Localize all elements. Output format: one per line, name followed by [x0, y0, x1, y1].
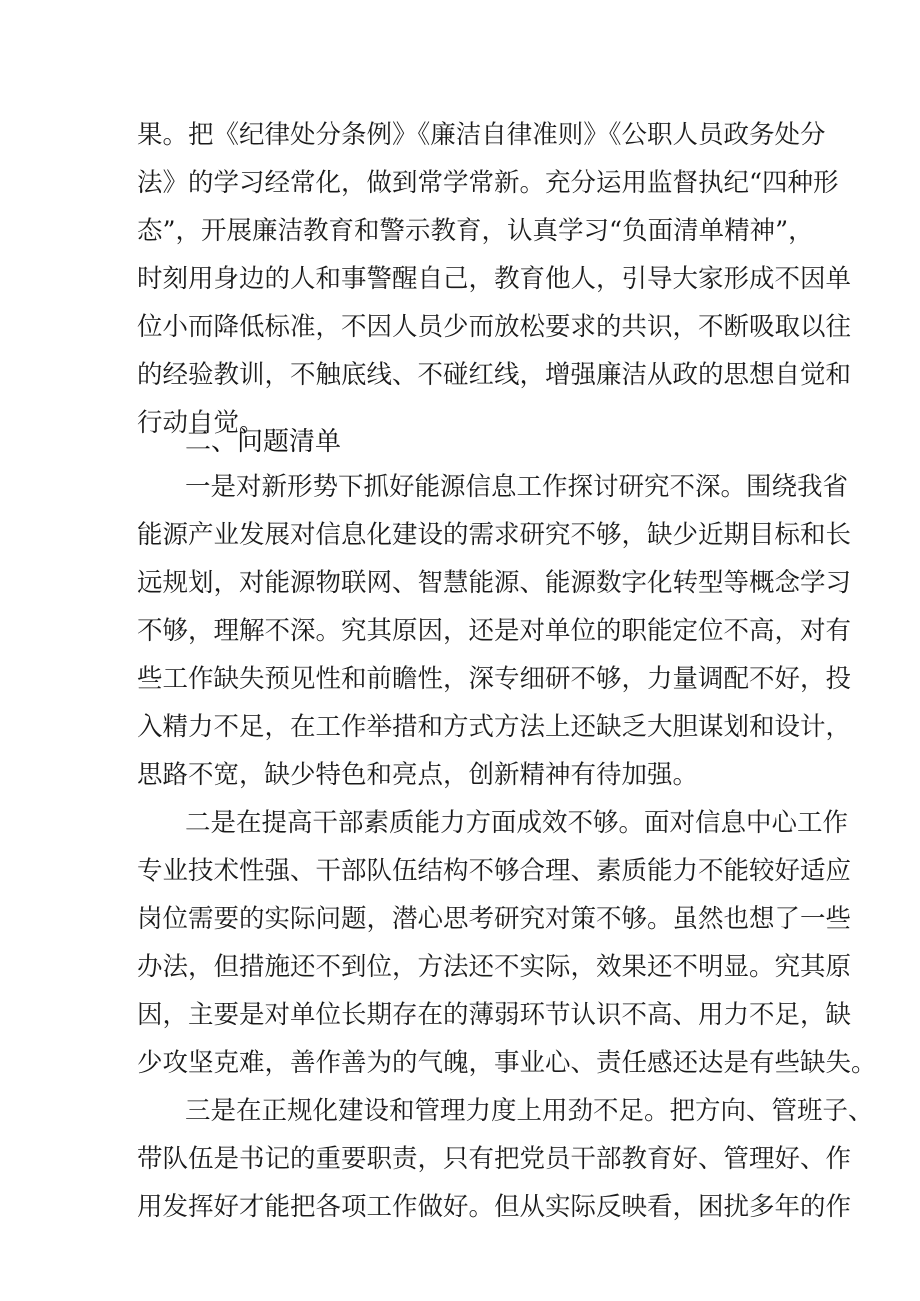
text-line: 态”，开展廉洁教育和警示教育，认真学习“负面清单精神”，: [137, 216, 814, 246]
text-line: 思路不宽，缺少特色和亮点，创新精神有待加强。: [137, 760, 699, 790]
text-line: 入精力不足，在工作举措和方式方法上还缺乏大胆谋划和设计，: [137, 712, 852, 742]
text-line: 时刻用身边的人和事警醒自己，教育他人，引导大家形成不因单: [137, 264, 852, 294]
text-line: 三是在正规化建设和管理力度上用劲不足。把方向、管班子、: [185, 1096, 874, 1126]
text-line: 专业技术性强、干部队伍结构不够合理、素质能力不能较好适应: [137, 856, 852, 886]
text-line: 不够，理解不深。究其原因，还是对单位的职能定位不高，对有: [137, 616, 852, 646]
text-line: 二是在提高干部素质能力方面成效不够。面对信息中心工作: [185, 808, 849, 838]
text-line: 法》的学习经常化，做到常学常新。充分运用监督执纪“四种形: [137, 168, 839, 198]
text-line: 能源产业发展对信息化建设的需求研究不够，缺少近期目标和长: [137, 520, 852, 550]
text-line: 岗位需要的实际问题，潜心思考研究对策不够。虽然也想了一些: [137, 904, 852, 934]
text-line: 行动自觉。: [137, 408, 265, 438]
section-heading: 二、问题清单: [185, 427, 342, 457]
text-line: 用发挥好才能把各项工作做好。但从实际反映看，困扰多年的作: [137, 1192, 852, 1222]
text-line: 远规划，对能源物联网、智慧能源、能源数字化转型等概念学习: [137, 568, 852, 598]
text-line: 位小而降低标准，不因人员少而放松要求的共识，不断吸取以往: [137, 312, 852, 342]
text-line: 办法，但措施还不到位，方法还不实际，效果还不明显。究其原: [137, 952, 852, 982]
text-line: 果。把《纪律处分条例》《廉洁自律准则》《公职人员政务处分: [137, 120, 826, 150]
text-line: 带队伍是书记的重要职责，只有把党员干部教育好、管理好、作: [137, 1144, 852, 1174]
text-line: 一是对新形势下抓好能源信息工作探讨研究不深。围绕我省: [185, 472, 849, 502]
text-line: 些工作缺失预见性和前瞻性，深专细研不够，力量调配不好，投: [137, 664, 852, 694]
text-line: 少攻坚克难，善作善为的气魄，事业心、责任感还达是有些缺失。: [137, 1048, 877, 1078]
text-line: 因，主要是对单位长期存在的薄弱环节认识不高、用力不足，缺: [137, 1000, 852, 1030]
text-line: 的经验教训，不触底线、不碰红线，增强廉洁从政的思想自觉和: [137, 360, 852, 390]
